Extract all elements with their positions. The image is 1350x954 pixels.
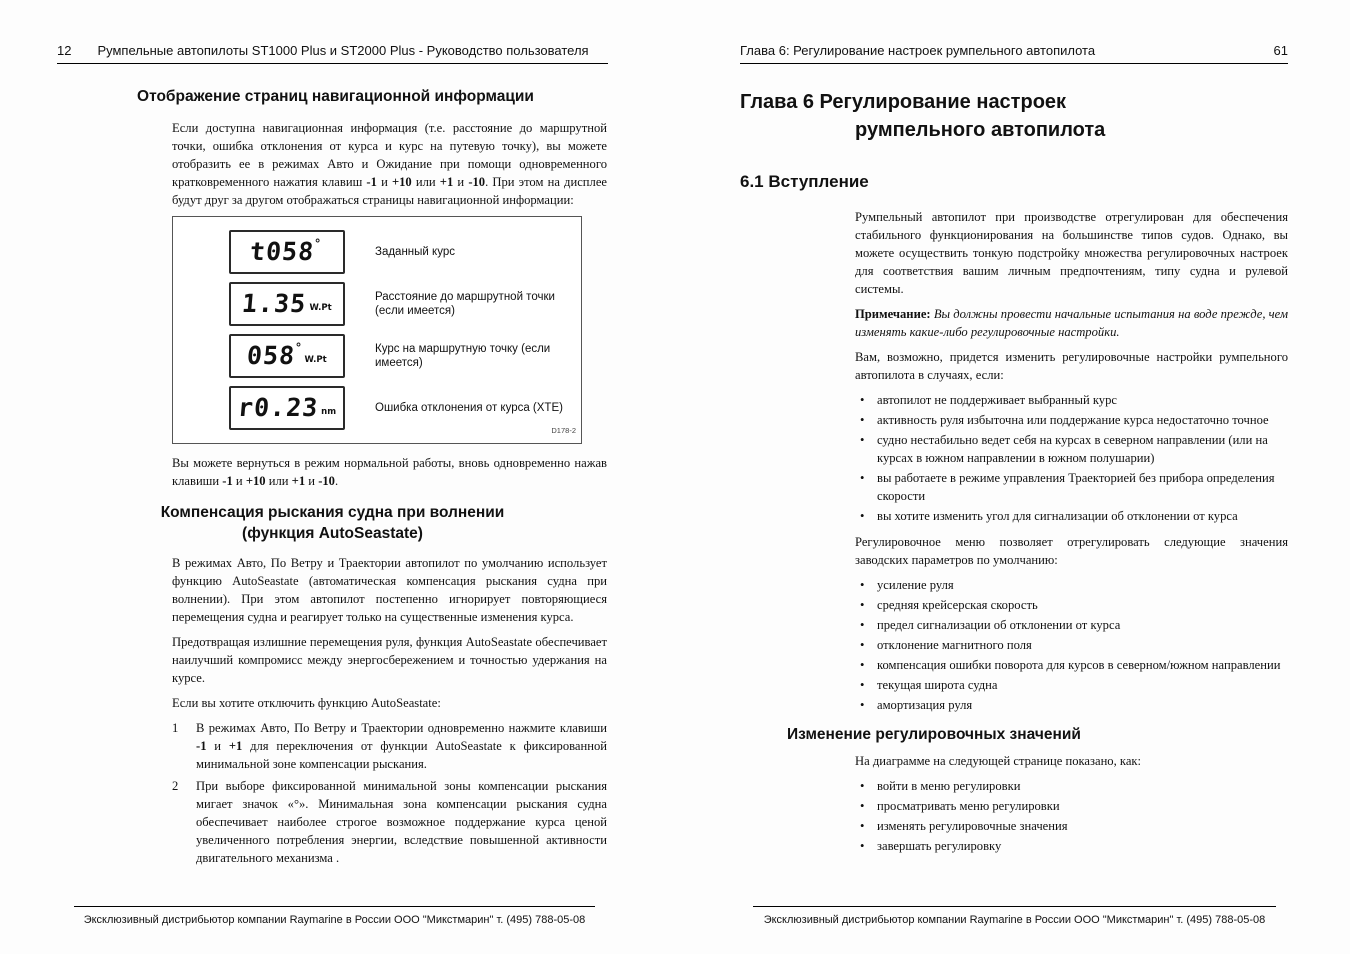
item-number: 2 — [172, 779, 179, 793]
left-running-head-title: Румпельные автопилоты ST1000 Plus и ST2000 Plus - Руководство пользователя — [97, 43, 589, 58]
bullet-item: • средняя крейсерская скорость — [855, 596, 1288, 614]
lcd-display-distance — [229, 282, 345, 326]
key-plus1: +1 — [291, 474, 306, 488]
lcd-display-bearing — [229, 334, 345, 378]
figure-label: Ошибка отклонения от курса (XTE) — [375, 402, 563, 414]
autoseastate-paragraph-2: Предотвращая излишние перемещения руля, функция AutoSeastate обеспечивает наилучший компромисс между энергосбережением и точностью удержания на курсе. — [172, 635, 607, 685]
autoseastate-title-line2: (функция AutoSeastate) — [242, 525, 423, 542]
right-body-column — [855, 208, 1288, 714]
numbered-item-2 — [172, 777, 607, 867]
bullet-item: • усиление руля — [855, 576, 1288, 594]
cases-bullet-list — [855, 391, 1288, 525]
return-paragraph: Вы можете вернуться в режим нормальной работы, вновь одновременно нажав клавиши -1 и +10 или +1 и -10. — [172, 456, 607, 488]
key-plus1: +1 — [439, 175, 454, 189]
bullet-item: • просматривать меню регулировки — [855, 797, 1288, 815]
bullet-item: • вы работаете в режиме управления Траекторией без прибора определения скорости — [855, 469, 1288, 505]
lcd-unit: W.Pt — [309, 303, 332, 313]
note-label: Примечание: — [855, 307, 931, 321]
cases-paragraph: Вам, возможно, придется изменить регулировочные настройки румпельного автопилота в случаях, если: — [855, 350, 1288, 382]
degree-symbol: ° — [295, 341, 302, 355]
right-running-head — [740, 40, 1288, 64]
item-text: При выборе фиксированной минимальной зоны компенсации рыскания мигает значок «°». Минимальная зона компенсации рыскания судна обеспечивает наиболее строгое возможное поддержание курса ценой увеличенного потребления энергии, вследствие повышенной активности двигательного механизма . — [196, 779, 607, 865]
bullet-item: • завершать регулировку — [855, 837, 1288, 855]
figure-label: Курс на маршрутную точку (если имеется) — [375, 343, 551, 369]
bullet-item: • амортизация руля — [855, 696, 1288, 714]
right-body-column-2 — [855, 752, 1288, 855]
left-footer: Эксклюзивный дистрибьютор компании Raymarine в России ООО "Микстмарин" т. (495) 788-05-08 — [74, 906, 595, 926]
defaults-bullet-list — [855, 576, 1288, 714]
item-text: В режимах Авто, По Ветру и Траектории одновременно нажмите клавиши -1 и +1 для переключения от функции AutoSeastate к фиксированной минимальной зоне компенсации рыскания. — [196, 721, 607, 771]
autoseastate-title-line1: Компенсация рыскания судна при волнении — [160, 504, 505, 521]
bullet-item: • вы хотите изменить угол для сигнализации об отклонении от курса — [855, 507, 1288, 525]
bullet-item: • изменять регулировочные значения — [855, 817, 1288, 835]
chapter-title-line2: румпельного автопилота — [855, 119, 1106, 141]
left-section-title: Отображение страниц навигационной информации — [137, 88, 534, 105]
intro-paragraph: Если доступна навигационная информация (т.е. расстояние до маршрутной точки, ошибка отклонения от курса и курс на путевую точку), вы можете отобразить ее в режимах Авто и Ожидание при помощи одновременного кратковременного нажатия клавиш -1 и +10 или +1 и -10. При этом на дисплее будут друг за другом отображаться страницы навигационной информации: — [172, 121, 607, 207]
left-page-number: 12 — [57, 43, 72, 58]
bullet-item: • войти в меню регулировки — [855, 777, 1288, 795]
page-right — [675, 0, 1350, 954]
item-number: 1 — [172, 721, 179, 735]
lcd-display-locked-course — [229, 230, 345, 274]
lcd-value: r0.23 — [236, 393, 320, 422]
key-minus10: -10 — [318, 474, 335, 488]
bullet-item: • предел сигнализации об отклонении от курса — [855, 616, 1288, 634]
key-plus10: +10 — [245, 474, 266, 488]
left-body-column-2 — [172, 554, 607, 867]
numbered-item-1 — [172, 719, 607, 773]
lcd-value: 1.35 — [241, 289, 308, 318]
change-values-section-title: Изменение регулировочных значений — [787, 726, 1081, 743]
lcd-value: 058 — [246, 341, 297, 370]
bullet-item: • отклонение магнитного поля — [855, 636, 1288, 654]
lcd-display-xte — [229, 386, 345, 430]
chapter-title — [740, 88, 1310, 144]
figure-code: D178-2 — [551, 426, 576, 435]
diagram-bullet-list — [855, 777, 1288, 855]
right-page-number: 61 — [1273, 43, 1288, 58]
note-text: Вы должны провести начальные испытания на воде прежде, чем изменять какие-либо регулировочные настройки. — [855, 307, 1288, 339]
key-plus1: +1 — [228, 739, 243, 753]
autoseastate-paragraph-3: Если вы хотите отключить функцию AutoSeastate: — [172, 696, 441, 710]
figure-row-bearing — [229, 334, 575, 378]
key-minus10: -10 — [468, 175, 486, 189]
left-body-column — [172, 119, 607, 490]
right-footer: Эксклюзивный дистрибьютор компании Raymarine в России ООО "Микстмарин" т. (495) 788-05-08 — [753, 906, 1276, 926]
lcd-pages-figure — [172, 216, 582, 444]
lcd-value: t058 — [249, 237, 316, 266]
bullet-item: • судно нестабильно ведет себя на курсах в северном направлении (или на курсах в южном направлении в южном полушарии) — [855, 431, 1288, 467]
note-paragraph — [855, 305, 1288, 341]
intro-paragraph: Румпельный автопилот при производстве отрегулирован для обеспечения стабильного функционирования на большинстве типов судов. Однако, вы можете осуществить тонкую подстройку множества регулировочных настроек для соответствия вашим личным предпочтениям, типу судна и рулевой системы. — [855, 210, 1288, 296]
figure-label: Расстояние до маршрутной точки (если имеется) — [375, 291, 555, 317]
bullet-item: • активность руля избыточна или поддержание курса недостаточно точное — [855, 411, 1288, 429]
right-running-head-title: Глава 6: Регулирование настроек румпельного автопилота — [740, 43, 1096, 58]
figure-row-xte — [229, 386, 575, 430]
key-minus1: -1 — [196, 739, 207, 753]
bullet-item: • компенсация ошибки поворота для курсов в северном/южном направлении — [855, 656, 1288, 674]
lcd-unit: W.Pt — [304, 355, 327, 365]
autoseastate-paragraph-1: В режимах Авто, По Ветру и Траектории автопилот по умолчанию использует функцию AutoSeastate (автоматическая компенсация рыскания судна при волнении). При этом автопилот постепенно игнорирует повторяющиеся перемещения судна и реагирует только на существенные изменения курса. — [172, 556, 607, 624]
figure-label: Заданный курс — [375, 246, 455, 258]
autoseastate-section-title — [34, 502, 631, 544]
left-running-head — [57, 40, 608, 64]
lcd-unit: nm — [321, 407, 337, 417]
chapter-title-line1: Глава 6 Регулирование настроек — [740, 91, 1067, 113]
bullet-item: • текущая широта судна — [855, 676, 1288, 694]
section-6-1-title: 6.1 Вступление — [740, 172, 869, 191]
key-minus1: -1 — [222, 474, 233, 488]
figure-row-distance — [229, 282, 575, 326]
key-plus10: +10 — [391, 175, 412, 189]
key-minus1: -1 — [366, 175, 377, 189]
bullet-item: • автопилот не поддерживает выбранный курс — [855, 391, 1288, 409]
menu-paragraph: Регулировочное меню позволяет отрегулировать следующие значения заводских параметров по умолчанию: — [855, 535, 1288, 567]
degree-symbol: ° — [314, 237, 321, 251]
diagram-paragraph: На диаграмме на следующей странице показано, как: — [855, 754, 1142, 768]
figure-row-locked-course — [229, 230, 575, 274]
